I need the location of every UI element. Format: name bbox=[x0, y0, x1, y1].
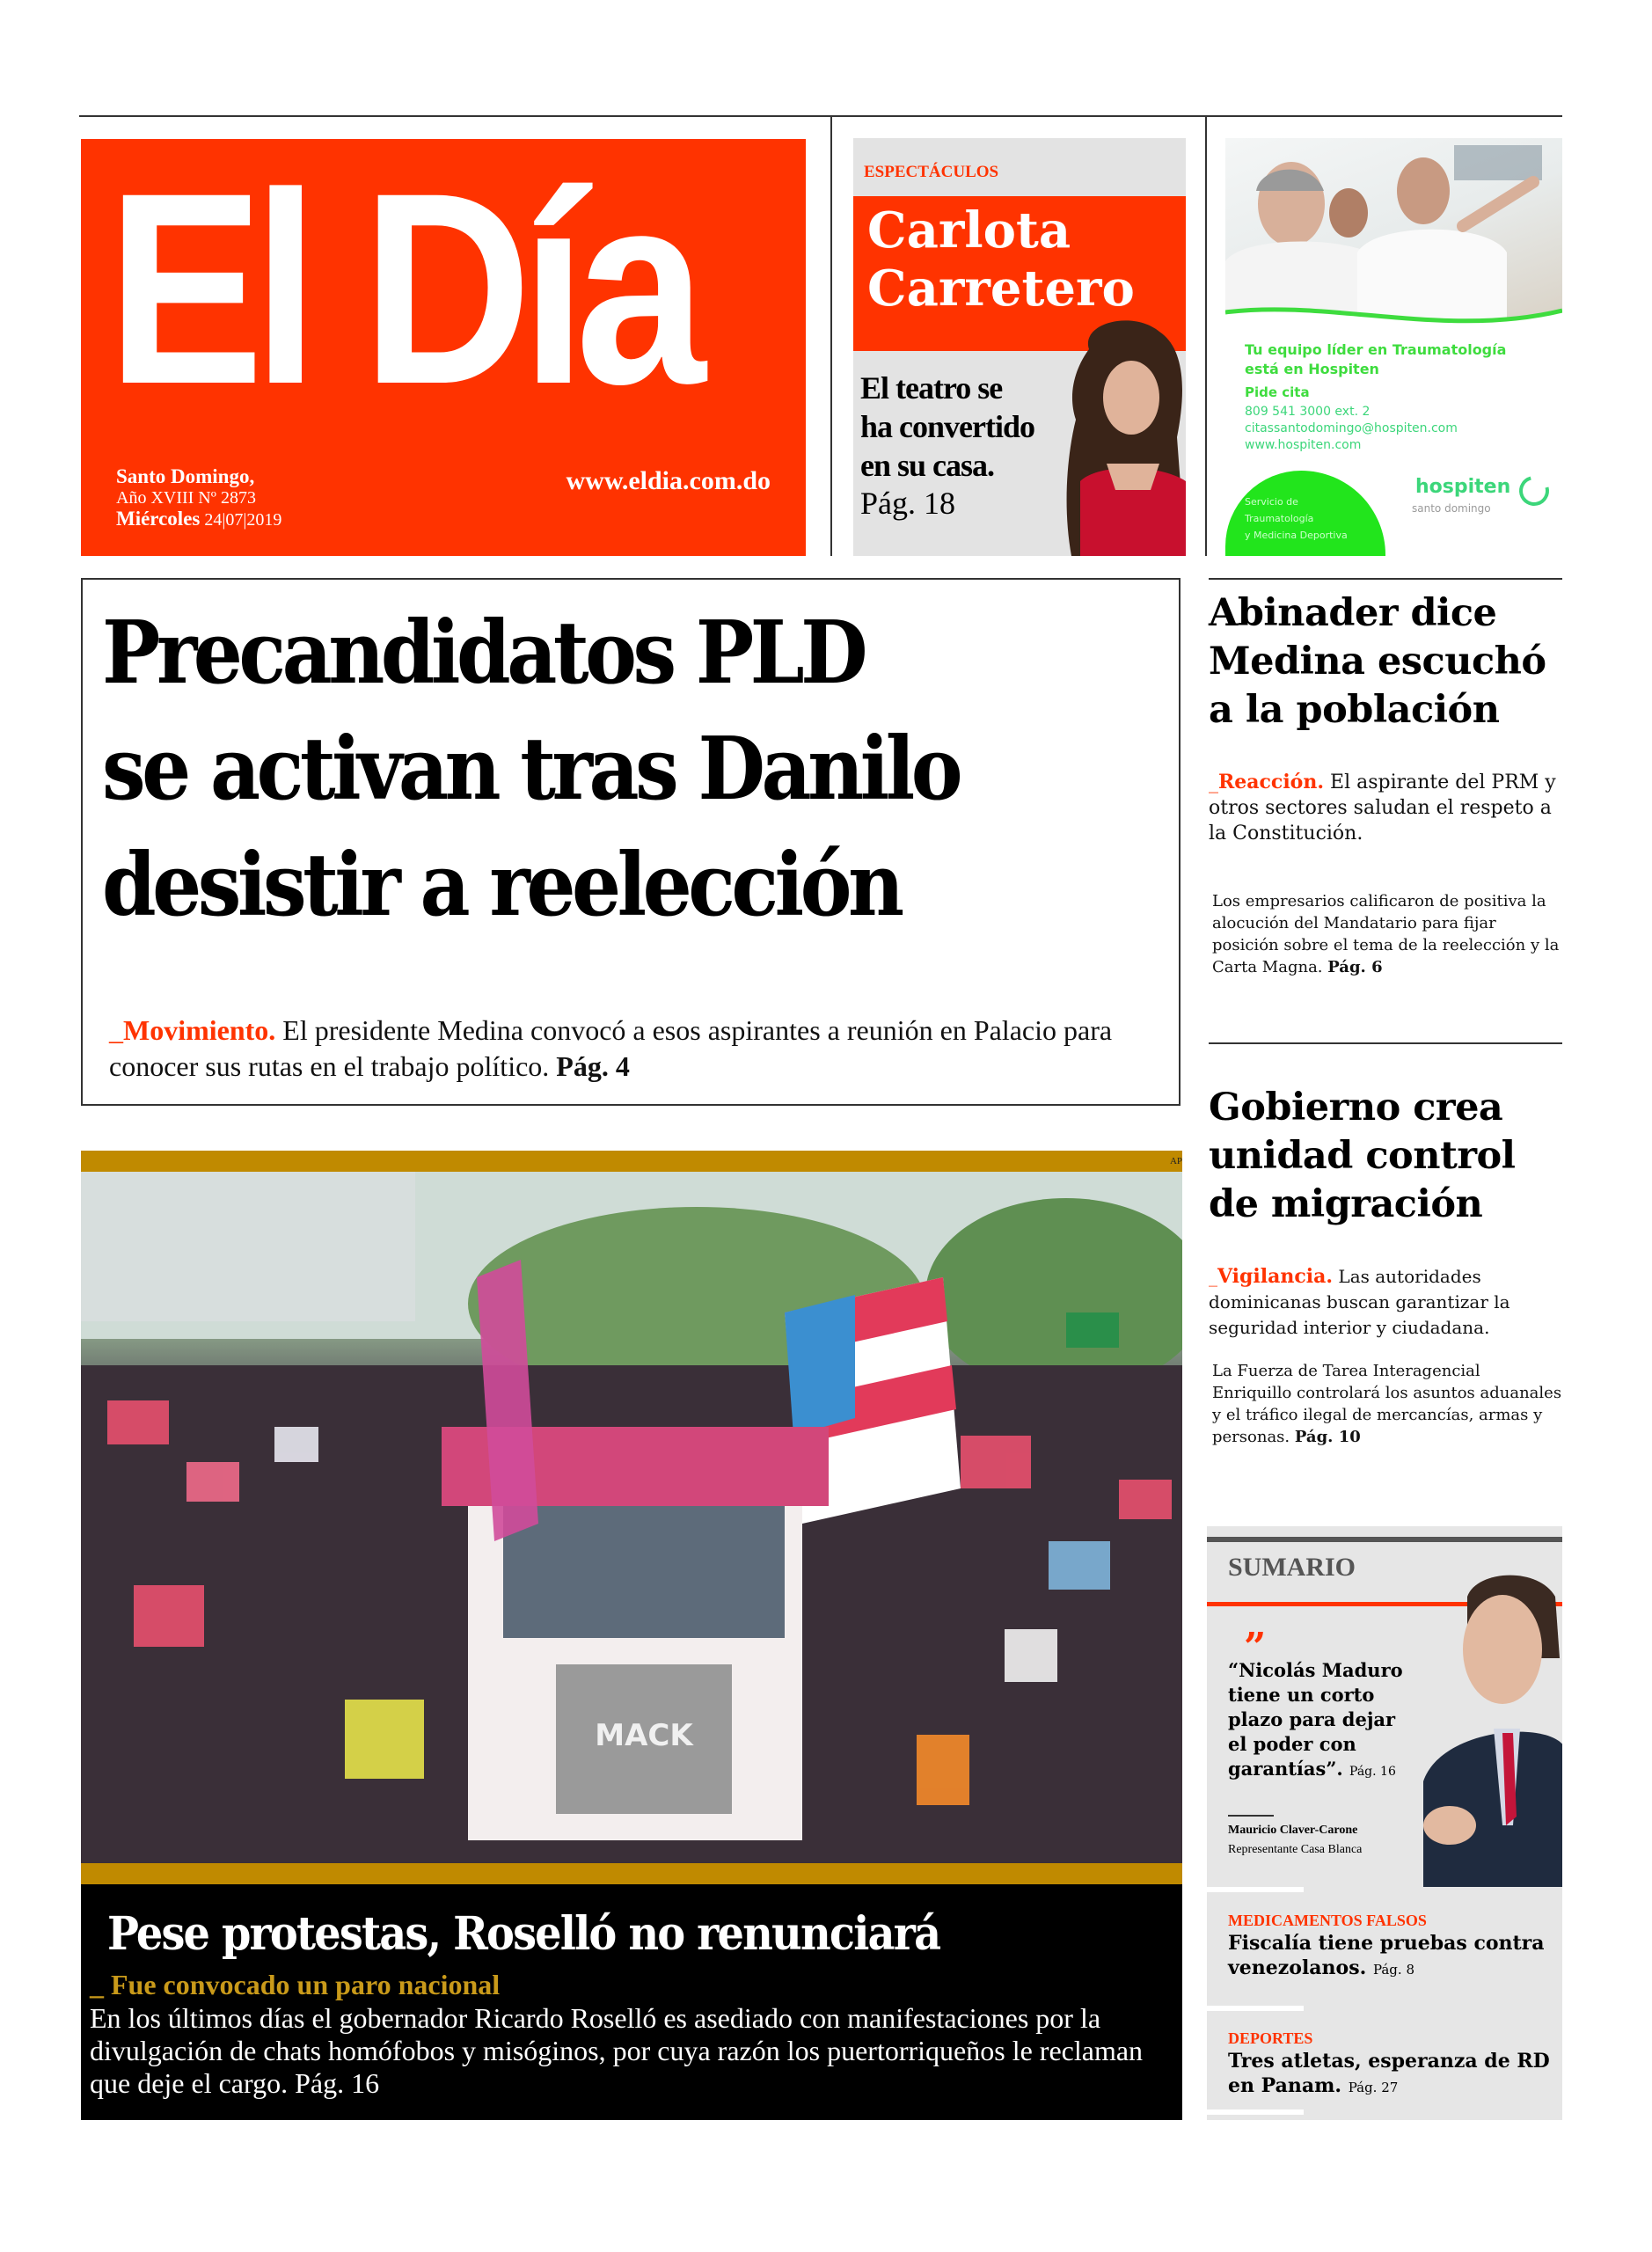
teaser-dek-line3: en su casa. bbox=[860, 448, 995, 483]
abinader-dek-text: El aspirante del PRM y otros sectores saludan el respeto a la Constitución. bbox=[1209, 771, 1556, 844]
sumario-box[interactable] bbox=[1207, 1526, 1562, 2120]
doctors-illustration bbox=[1225, 138, 1562, 323]
abinader-headline-line1: Abinader dice bbox=[1209, 591, 1497, 635]
sumario-item-kicker: MEDICAMENTOS FALSOS bbox=[1228, 1912, 1427, 1929]
migracion-headline-line1: Gobierno crea bbox=[1209, 1086, 1503, 1130]
right-rule-2 bbox=[1209, 1042, 1562, 1044]
photo-story[interactable] bbox=[81, 1151, 1182, 2120]
ad-headline bbox=[1245, 340, 1506, 379]
migracion-dek-text: Las autoridades dominicanas buscan garantizar la seguridad interior y ciudadana. bbox=[1209, 1266, 1510, 1338]
lead-headline-line3: desistir a reelección bbox=[102, 835, 901, 936]
lead-headline bbox=[102, 596, 1155, 944]
masthead-title: El Día bbox=[107, 135, 696, 441]
ad-photo-doctors bbox=[1225, 138, 1562, 323]
abinader-headline-line3: a la población bbox=[1209, 688, 1500, 732]
photo-subhead-text: Fue convocado un paro nacional bbox=[111, 1969, 501, 2000]
abinader-dek bbox=[1209, 770, 1562, 846]
photo-body: En los últimos días el gobernador Ricardo Roselló es asediado con manifestaciones por la divulgación de chats homófobos y misóginos, por cuya razón los puertorriqueños le reclaman que deje el cargo. Pág. 16 bbox=[90, 2002, 1144, 2099]
migracion-kicker: Vigilancia. bbox=[1217, 1265, 1334, 1288]
sumario-quote-text: “Nicolás Maduro tiene un corto plazo para dejar el poder con garantías”. bbox=[1228, 1659, 1403, 1780]
ad-cta: Pide cita bbox=[1245, 384, 1310, 400]
ad-green-wave bbox=[1225, 303, 1562, 335]
ad-service-line3: y Medicina Deportiva bbox=[1245, 530, 1348, 541]
portrait-image bbox=[1063, 314, 1186, 556]
sumario-divider bbox=[1207, 2109, 1304, 2115]
story-abinader[interactable] bbox=[1209, 589, 1562, 978]
teaser-espectaculos[interactable] bbox=[853, 138, 1186, 556]
lead-summary-text: El presidente Medina convocó a esos aspirantes a reunión en Palacio para conocer sus rutas en el trabajo político. bbox=[109, 1014, 1113, 1082]
hospiten-ring-icon bbox=[1514, 471, 1554, 511]
protest-illustration bbox=[81, 1172, 1182, 1863]
abinader-body-text: Los empresarios calificaron de positiva la alocución del Mandatario para fijar posición sobre el tema de la reelección y la Carta Magna. bbox=[1212, 892, 1560, 976]
masthead-date: 24|07|2019 bbox=[204, 510, 282, 530]
teaser-dek-line1: El teatro se bbox=[860, 370, 1003, 406]
lead-headline-line1: Precandidatos PLD bbox=[102, 603, 865, 704]
masthead-edition: Año XVIII Nº 2873 bbox=[116, 488, 256, 508]
photo-bottom-bar bbox=[81, 1863, 1182, 1884]
lead-page: Pág. 4 bbox=[556, 1050, 630, 1082]
teaser-dek-line2: ha convertido bbox=[860, 409, 1034, 444]
abinader-page: Pág. 6 bbox=[1327, 958, 1383, 976]
sumario-item-kicker: DEPORTES bbox=[1228, 2029, 1313, 2047]
migracion-headline-line2: unidad control bbox=[1209, 1134, 1516, 1178]
right-rule-1 bbox=[1209, 578, 1562, 580]
migracion-dek bbox=[1209, 1264, 1562, 1341]
ad-service-text bbox=[1245, 494, 1348, 544]
photo-headline: Pese protestas, Roselló no renunciará bbox=[107, 1907, 940, 1961]
migracion-page: Pág. 10 bbox=[1294, 1428, 1361, 1446]
lead-summary bbox=[109, 1013, 1165, 1085]
lead-story[interactable] bbox=[81, 578, 1181, 1106]
sumario-author: Mauricio Claver-Carone bbox=[1228, 1824, 1358, 1837]
sumario-quote-page: Pág. 16 bbox=[1349, 1765, 1396, 1779]
masthead-weekday: Miércoles bbox=[116, 508, 201, 530]
sumario-divider bbox=[1207, 2006, 1304, 2011]
ad-headline-line2: está en Hospiten bbox=[1245, 361, 1379, 377]
ad-contact bbox=[1245, 404, 1458, 454]
photo-top-bar bbox=[81, 1151, 1182, 1172]
abinader-kicker: Reacción. bbox=[1218, 771, 1325, 793]
kicker-dash: _ bbox=[1209, 1266, 1217, 1287]
ad-hospiten[interactable] bbox=[1225, 138, 1562, 556]
sumario-portrait bbox=[1414, 1561, 1562, 1887]
sumario-item-page: Pág. 27 bbox=[1348, 2080, 1399, 2095]
ad-web[interactable]: www.hospiten.com bbox=[1245, 438, 1362, 452]
top-rule bbox=[79, 115, 1562, 117]
kicker-dash: _ bbox=[1209, 771, 1218, 793]
sumario-title: SUMARIO bbox=[1228, 1553, 1356, 1582]
sumario-item-headline-text: Tres atletas, esperanza de RD en Panam. bbox=[1228, 2050, 1550, 2097]
teaser-name-line1: Carlota bbox=[867, 201, 1071, 260]
ad-service-line2: Traumatología bbox=[1245, 513, 1314, 524]
sumario-item-page: Pág. 8 bbox=[1372, 1962, 1414, 1978]
photo-subhead bbox=[90, 1969, 500, 2001]
sumario-item-headline[interactable] bbox=[1228, 2049, 1553, 2100]
column-divider-2 bbox=[1205, 115, 1207, 556]
abinader-body bbox=[1209, 890, 1562, 978]
abinader-headline-line2: Medina escuchó bbox=[1209, 640, 1546, 684]
ad-service-line1: Servicio de bbox=[1245, 496, 1298, 508]
sumario-item-headline-text: Fiscalía tiene pruebas contra venezolanos. bbox=[1228, 1932, 1545, 1979]
photo-caption-box bbox=[81, 1884, 1182, 2120]
masthead[interactable] bbox=[81, 135, 806, 556]
teaser-dek bbox=[860, 369, 1034, 485]
abinader-headline bbox=[1209, 589, 1562, 735]
story-migracion[interactable] bbox=[1209, 1084, 1562, 1448]
migracion-body-text: La Fuerza de Tarea Interagencial Enriquillo controlará los asuntos aduanales y el tráfico ilegal de mercancías, armas y personas. bbox=[1212, 1362, 1562, 1446]
ad-headline-line1: Tu equipo líder en Traumatología bbox=[1245, 341, 1507, 358]
migracion-headline bbox=[1209, 1084, 1562, 1229]
teaser-name bbox=[867, 201, 1135, 318]
migracion-body bbox=[1209, 1360, 1562, 1448]
sumario-author-role: Representante Casa Blanca bbox=[1228, 1843, 1363, 1856]
subhead-dash: _ bbox=[90, 1969, 111, 2000]
masthead-url[interactable]: www.eldia.com.do bbox=[566, 466, 771, 495]
quote-mark-icon: ” bbox=[1244, 1625, 1267, 1670]
ad-phone[interactable]: 809 541 3000 ext. 2 bbox=[1245, 405, 1371, 419]
ad-brand: hospiten bbox=[1415, 476, 1511, 498]
truck-label: MACK bbox=[595, 1718, 693, 1753]
migracion-headline-line3: de migración bbox=[1209, 1182, 1483, 1226]
kicker-dash: _ bbox=[109, 1014, 123, 1046]
quote-short-rule bbox=[1228, 1815, 1274, 1817]
photo-credit: AP bbox=[1169, 1156, 1182, 1166]
teaser-section: ESPECTÁCULOS bbox=[864, 163, 999, 181]
ad-email[interactable]: citassantodomingo@hospiten.com bbox=[1245, 421, 1458, 435]
lead-headline-line2: se activan tras Danilo bbox=[102, 719, 960, 820]
sumario-quote bbox=[1228, 1658, 1413, 1784]
sumario-divider bbox=[1207, 1887, 1304, 1892]
column-divider-1 bbox=[830, 115, 832, 556]
lead-kicker: Movimiento. bbox=[123, 1014, 276, 1046]
sumario-item-headline[interactable] bbox=[1228, 1931, 1553, 1982]
ad-brand-city: santo domingo bbox=[1412, 502, 1491, 515]
teaser-page: Pág. 18 bbox=[860, 486, 955, 521]
protest-photo[interactable] bbox=[81, 1172, 1182, 1863]
teaser-name-line2: Carretero bbox=[867, 260, 1135, 318]
sumario-top-bar bbox=[1207, 1537, 1562, 1542]
masthead-city: Santo Domingo, bbox=[116, 465, 255, 487]
masthead-meta bbox=[116, 466, 281, 530]
